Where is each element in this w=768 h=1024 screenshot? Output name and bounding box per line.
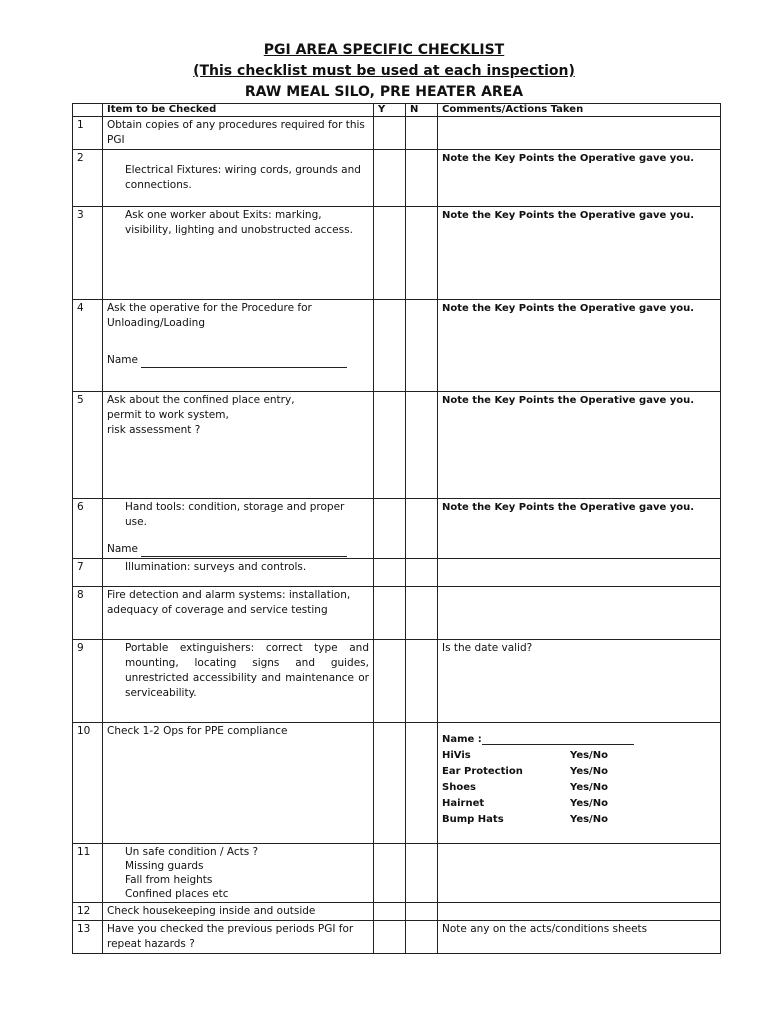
ppe-yes-no[interactable]: Yes/No [570,798,608,809]
comments-cell[interactable] [438,300,721,392]
name-field[interactable] [141,545,347,557]
acts-conditions-note: Note any on the acts/conditions sheets [442,923,648,935]
table-row [73,587,721,640]
y-checkbox[interactable] [374,499,406,559]
ppe-yes-no[interactable]: Yes/No [570,782,608,793]
table-row [73,921,721,954]
comments-cell[interactable] [438,117,721,150]
col-header-n: N [406,104,438,117]
n-checkbox[interactable] [406,207,438,300]
table-row [73,499,721,559]
row-number: 12 [73,903,103,921]
n-checkbox[interactable] [406,117,438,150]
y-checkbox[interactable] [374,559,406,587]
page-subtitle: (This checklist must be used at each inspection) [193,63,575,79]
name-label: Name [107,354,138,366]
ppe-item: Ear Protection Yes/No [442,764,716,780]
comments-cell[interactable] [438,150,721,207]
y-checkbox[interactable] [374,300,406,392]
col-header-y: Y [374,104,406,117]
row-number: 1 [73,117,103,150]
table-row [73,392,721,499]
table-header-row [73,104,721,117]
n-checkbox[interactable] [406,921,438,954]
y-checkbox[interactable] [374,117,406,150]
row-number: 5 [73,392,103,499]
table-row [73,723,721,844]
y-checkbox[interactable] [374,207,406,300]
row-number: 3 [73,207,103,300]
row-item: Hand tools: condition, storage and proper use. [125,501,345,528]
n-checkbox[interactable] [406,559,438,587]
key-points-note: Note the Key Points the Operative gave you. [442,395,695,406]
row-item: Electrical Fixtures: wiring cords, grounds and connections. [125,164,361,191]
comments-cell[interactable] [438,903,721,921]
comments-cell[interactable] [438,559,721,587]
page-title: PGI AREA SPECIFIC CHECKLIST [263,42,505,58]
key-points-note: Note the Key Points the Operative gave you. [442,502,695,513]
checklist-table [72,103,721,954]
row-item: Ask the operative for the Procedure for Unloading/Loading [107,302,312,329]
row-item: Check housekeeping inside and outside [103,903,374,921]
ppe-comments-cell [438,723,721,844]
table-row [73,844,721,903]
table-row [73,117,721,150]
col-header-num [73,104,103,117]
y-checkbox[interactable] [374,587,406,640]
n-checkbox[interactable] [406,300,438,392]
table-row [73,300,721,392]
n-checkbox[interactable] [406,150,438,207]
y-checkbox[interactable] [374,921,406,954]
name-field[interactable] [141,356,347,368]
row-number: 4 [73,300,103,392]
key-points-note: Note the Key Points the Operative gave you. [442,153,695,164]
ppe-name-field[interactable] [482,732,634,745]
n-checkbox[interactable] [406,587,438,640]
y-checkbox[interactable] [374,844,406,903]
comments-cell[interactable] [438,207,721,300]
y-checkbox[interactable] [374,723,406,844]
comments-cell[interactable] [438,640,721,723]
n-checkbox[interactable] [406,723,438,844]
comments-cell[interactable] [438,587,721,640]
comments-cell[interactable] [438,921,721,954]
row-item: Portable extinguishers: correct type and mounting, locating signs and guides, unrestricted accessibility and maintenance or serviceability. [125,642,369,699]
comments-cell[interactable] [438,499,721,559]
comments-cell[interactable] [438,392,721,499]
key-points-note: Note the Key Points the Operative gave you. [442,303,695,314]
table-row [73,150,721,207]
y-checkbox[interactable] [374,640,406,723]
y-checkbox[interactable] [374,150,406,207]
table-row [73,559,721,587]
row-number: 10 [73,723,103,844]
n-checkbox[interactable] [406,499,438,559]
row-item: Illumination: surveys and controls. [125,561,307,573]
area-title: RAW MEAL SILO, PRE HEATER AREA [244,84,524,100]
row-item: Fire detection and alarm systems: installation, adequacy of coverage and service testing [103,587,374,640]
table-row [73,903,721,921]
ppe-item: HiVis Yes/No [442,748,716,764]
row-number: 8 [73,587,103,640]
ppe-yes-no[interactable]: Yes/No [570,814,608,825]
ppe-item: Hairnet Yes/No [442,796,716,812]
row-number: 6 [73,499,103,559]
ppe-item: Shoes Yes/No [442,780,716,796]
row-item: Have you checked the previous periods PGI for repeat hazards ? [103,921,374,954]
key-points-note: Note the Key Points the Operative gave you. [442,210,695,221]
ppe-item: Bump Hats Yes/No [442,812,716,828]
row-item: Ask one worker about Exits: marking, visibility, lighting and unobstructed access. [125,209,353,236]
n-checkbox[interactable] [406,844,438,903]
col-header-comments: Comments/Actions Taken [438,104,721,117]
comments-cell[interactable] [438,844,721,903]
n-checkbox[interactable] [406,903,438,921]
row-item: Check 1-2 Ops for PPE compliance [103,723,374,844]
table-row [73,207,721,300]
table-row [73,640,721,723]
row-item: Obtain copies of any procedures required for this PGI [103,117,374,150]
row-item: Ask about the confined place entry, permit to work system, risk assessment ? [103,392,374,499]
col-header-item: Item to be Checked [103,104,374,117]
date-valid-note: Is the date valid? [442,642,533,654]
ppe-yes-no[interactable]: Yes/No [570,750,608,761]
ppe-name-label: Name : [442,734,482,745]
name-label: Name [107,543,138,555]
row-number: 11 [73,844,103,903]
row-item: Un safe condition / Acts ? Missing guards Fall from heights Confined places etc [103,844,374,903]
y-checkbox[interactable] [374,903,406,921]
ppe-yes-no[interactable]: Yes/No [570,766,608,777]
row-number: 9 [73,640,103,723]
n-checkbox[interactable] [406,392,438,499]
y-checkbox[interactable] [374,392,406,499]
row-number: 2 [73,150,103,207]
row-number: 7 [73,559,103,587]
row-number: 13 [73,921,103,954]
n-checkbox[interactable] [406,640,438,723]
